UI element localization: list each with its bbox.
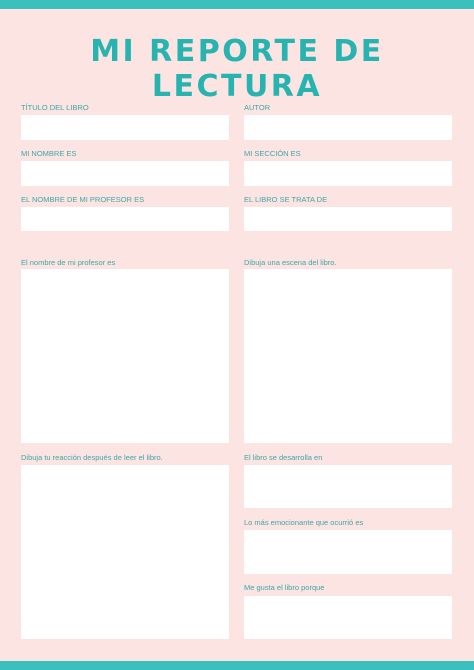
label-draw-reaction: Dibuja tu reacción después de leer el libro.: [21, 453, 163, 462]
label-draw-scene: Dibuja una escena del libro.: [244, 258, 337, 267]
author-field[interactable]: [244, 115, 452, 140]
draw-scene-box[interactable]: [244, 269, 452, 443]
label-teacher-name-lower: El nombre de mi profesor es: [21, 258, 116, 267]
label-most-exciting: Lo más emocionante que ocurrió es: [244, 518, 364, 527]
bottom-accent-bar: [0, 661, 474, 670]
top-accent-bar: [0, 0, 474, 9]
book-title-field[interactable]: [21, 115, 229, 140]
label-book-about: EL LIBRO SE TRATA DE: [244, 195, 328, 204]
label-book-title: TÍTULO DEL LIBRO: [21, 103, 89, 112]
teacher-name-field[interactable]: [21, 207, 229, 231]
label-my-section: MI SECCIÓN ES: [244, 149, 301, 158]
most-exciting-field[interactable]: [244, 530, 452, 574]
my-name-field[interactable]: [21, 161, 229, 186]
i-like-because-field[interactable]: [244, 596, 452, 639]
label-author: AUTOR: [244, 103, 271, 112]
label-teacher-name: EL NOMBRE DE MI PROFESOR ES: [21, 195, 145, 204]
page-title: MI REPORTE DE LECTURA: [90, 34, 384, 104]
book-about-field[interactable]: [244, 207, 452, 231]
draw-reaction-box[interactable]: [21, 465, 229, 639]
teacher-name-box[interactable]: [21, 269, 229, 443]
my-section-field[interactable]: [244, 161, 452, 186]
setting-field[interactable]: [244, 465, 452, 508]
label-i-like-because: Me gusta el libro porque: [244, 583, 325, 592]
label-setting: El libro se desarrolla en: [244, 453, 323, 462]
label-my-name: MI NOMBRE ES: [21, 149, 77, 158]
